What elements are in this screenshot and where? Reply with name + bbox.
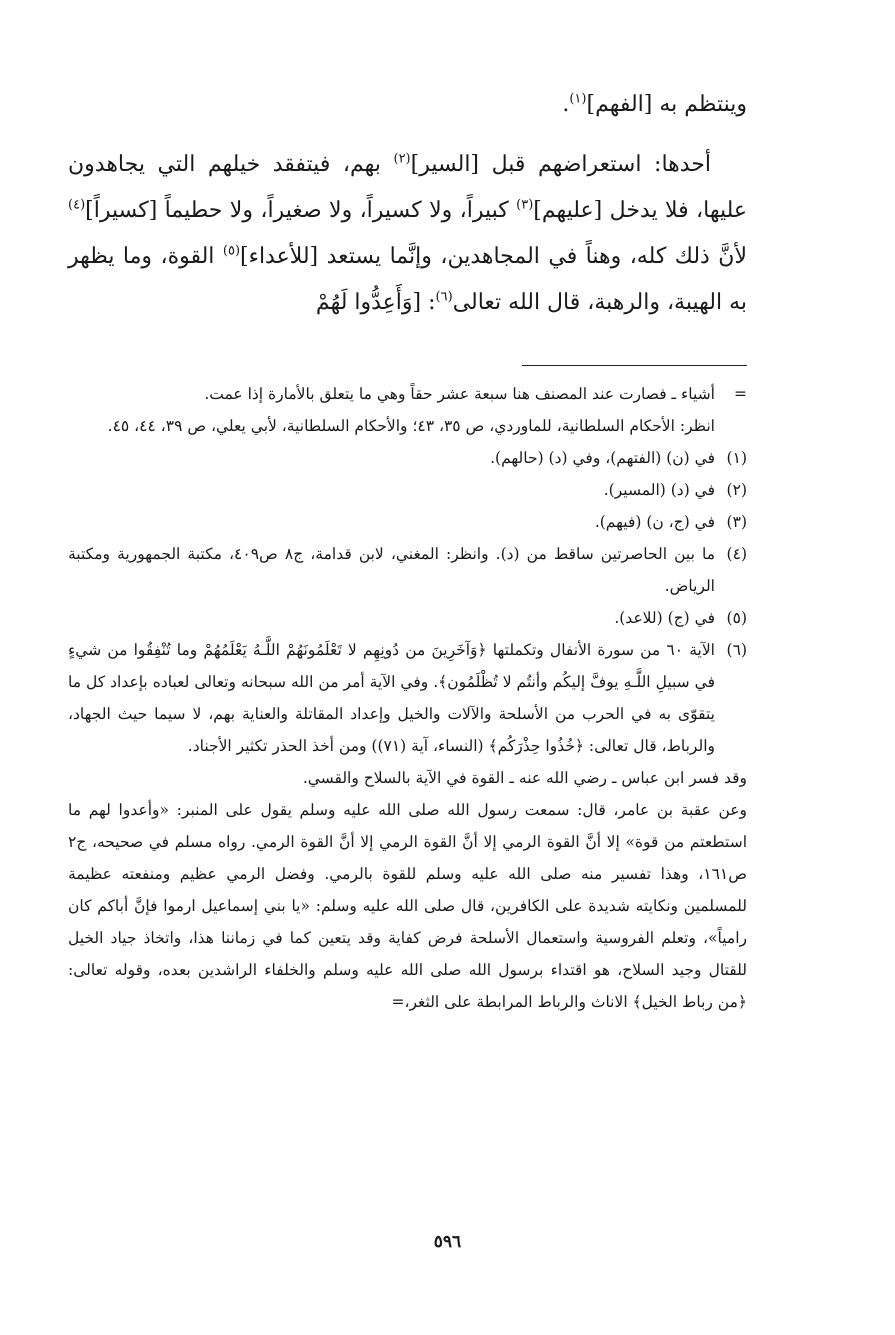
footnote-6-paragraph: وقد فسر ابن عباس ـ رضي الله عنه ـ القوة في الآية بالسلاح والقسي. <box>302 769 747 787</box>
footnote-ref-6[interactable]: (٦) <box>435 289 453 305</box>
main-paragraph-1 <box>68 82 747 128</box>
continuation-line: أشياء ـ فصارت عند المصنف هنا سبعة عشر حقاً وهي ما يتعلق بالأمارة إذا عمت. <box>204 385 715 403</box>
main-text-segment: كبيراً، ولا كسيراً، ولا صغيراً، ولا حطيماً [كسيراً] <box>85 198 517 223</box>
footnote-ref-5[interactable]: (٥) <box>222 243 241 259</box>
footnote-text: في (ن) (الفتهم)، وفي (د) (حالهم). <box>490 449 715 467</box>
footnote-text: في (ج) (للاعد). <box>614 609 715 627</box>
footnote-ref-1[interactable]: (١) <box>569 91 587 107</box>
main-text-segment: القوة، وما يظهر به الهيبة، والرهبة، قال الله تعالى <box>68 244 747 315</box>
main-text-segment: لأنَّ ذلك كله، وهناً في المجاهدين، وإنَّما يستعد [للأعداء] <box>240 244 747 269</box>
footnote-ref-4[interactable]: (٤) <box>68 197 86 213</box>
footnotes <box>68 378 747 1018</box>
footnote-4 <box>68 538 747 602</box>
footnote-2 <box>68 474 747 506</box>
page-number: ٥٩٦ <box>433 1232 462 1252</box>
footnote-3 <box>68 506 747 538</box>
footnote-text: ما بين الحاصرتين ساقط من (د). وانظر: المغني، لابن قدامة، ج٨ ص٤٠٩، مكتبة الجمهورية ومكتبة الرياض. <box>68 545 715 595</box>
footnote-number: (٦) <box>726 641 747 659</box>
main-text-segment: أحدها: استعراضهم قبل [السير] <box>410 152 712 177</box>
footnote-text: في (ج، ن) (فيهم). <box>594 513 715 531</box>
footnote-separator <box>522 365 747 366</box>
footnote-5 <box>68 602 747 634</box>
footnote-number: (١) <box>726 449 747 467</box>
footnote-number: (٥) <box>726 609 747 627</box>
main-text <box>68 82 747 326</box>
main-text-segment: وينتظم به [الفهم] <box>586 92 747 117</box>
main-text-segment: . <box>562 92 570 117</box>
main-text-segment: بهم، فيتفقد خيلهم التي يجاهدون عليها، فلا يدخل [عليهم] <box>68 152 748 223</box>
footnote-number: (٢) <box>726 481 747 499</box>
footnote-text <box>68 378 715 442</box>
footnote-ref-3[interactable]: (٣) <box>516 197 534 213</box>
main-paragraph-2 <box>68 142 747 326</box>
footnote-text: الآية ٦٠ من سورة الأنفال وتكملتها ﴿وَآخَرِينَ من دُونِهِم لا تَعْلَمُونَهُمْ اللَّـهُ يَعْلَمُهُمْ وما تُنْفِقُوا من شيءٍ في سبيلِ اللَّـهِ يوفَّ إليكُم وأنتُم لا تُظْلَمُون﴾. وفي الآية أمر من الله سبحانه وتعالى لعباده بإعداد كل ما يتقوّى به في الحرب من الأسلحة والآلات والخيل وإعداد المقاتلة والعناية بهم، لا سيما حيث الجهاد، والرباط، قال تعالى: ﴿خُذُوا حِذْرَكُم﴾ (النساء، آية (٧١)) ومن أخذ الحذر تكثير الأجناد. <box>68 641 715 755</box>
footnote-number: (٣) <box>726 513 747 531</box>
footnote-1 <box>68 442 747 474</box>
continuation-line: انظر: الأحكام السلطانية، للماوردي، ص ٣٥، ٤٣؛ والأحكام السلطانية، لأبي يعلي، ص ٣٩، ٤٤، ٤٥. <box>107 417 715 435</box>
main-text-segment: : [وَأَعِدُّوا لَهُمْ <box>315 290 436 315</box>
footnote-number: (٤) <box>726 545 747 563</box>
continuation-marker: = <box>734 385 747 403</box>
footnote-text: في (د) (المسير). <box>603 481 715 499</box>
footnote-6 <box>68 634 747 762</box>
footnote-ref-2[interactable]: (٢) <box>393 151 411 167</box>
footnote-continuation <box>68 378 747 442</box>
footnote-6-paragraph: وعن عقبة بن عامر، قال: سمعت رسول الله صلى الله عليه وسلم يقول على المنبر: «وأعدوا لهم ما استطعتم من قوة» إلا أنَّ القوة الرمي إلا أنَّ القوة الرمي إلا أنَّ القوة الرمي. رواه مسلم في صحيحه، ج٢ ص١٦١، وهذا تفسير منه صلى الله عليه وسلم للقوة بالرمي. وفضل الرمي عظيم ومنفعته عظيمة للمسلمين ونكايته شديدة على الكافرين، قال صلى الله عليه وسلم: «يا بني إسماعيل ارموا فإنَّ أباكم كان رامياً»، وتعلم الفروسية واستعمال الأسلحة فرض كفاية وقد يتعين كما في زماننا هذا، واتخاذ جياد الخيل للقتال وجيد السلاح، هو اقتداء برسول الله صلى الله عليه وسلم والخلفاء الراشدين بعده، وقوله تعالى: ﴿من رباط الخيل﴾ الاناث والرباط المرابطة على الثغر،= <box>68 801 747 1011</box>
